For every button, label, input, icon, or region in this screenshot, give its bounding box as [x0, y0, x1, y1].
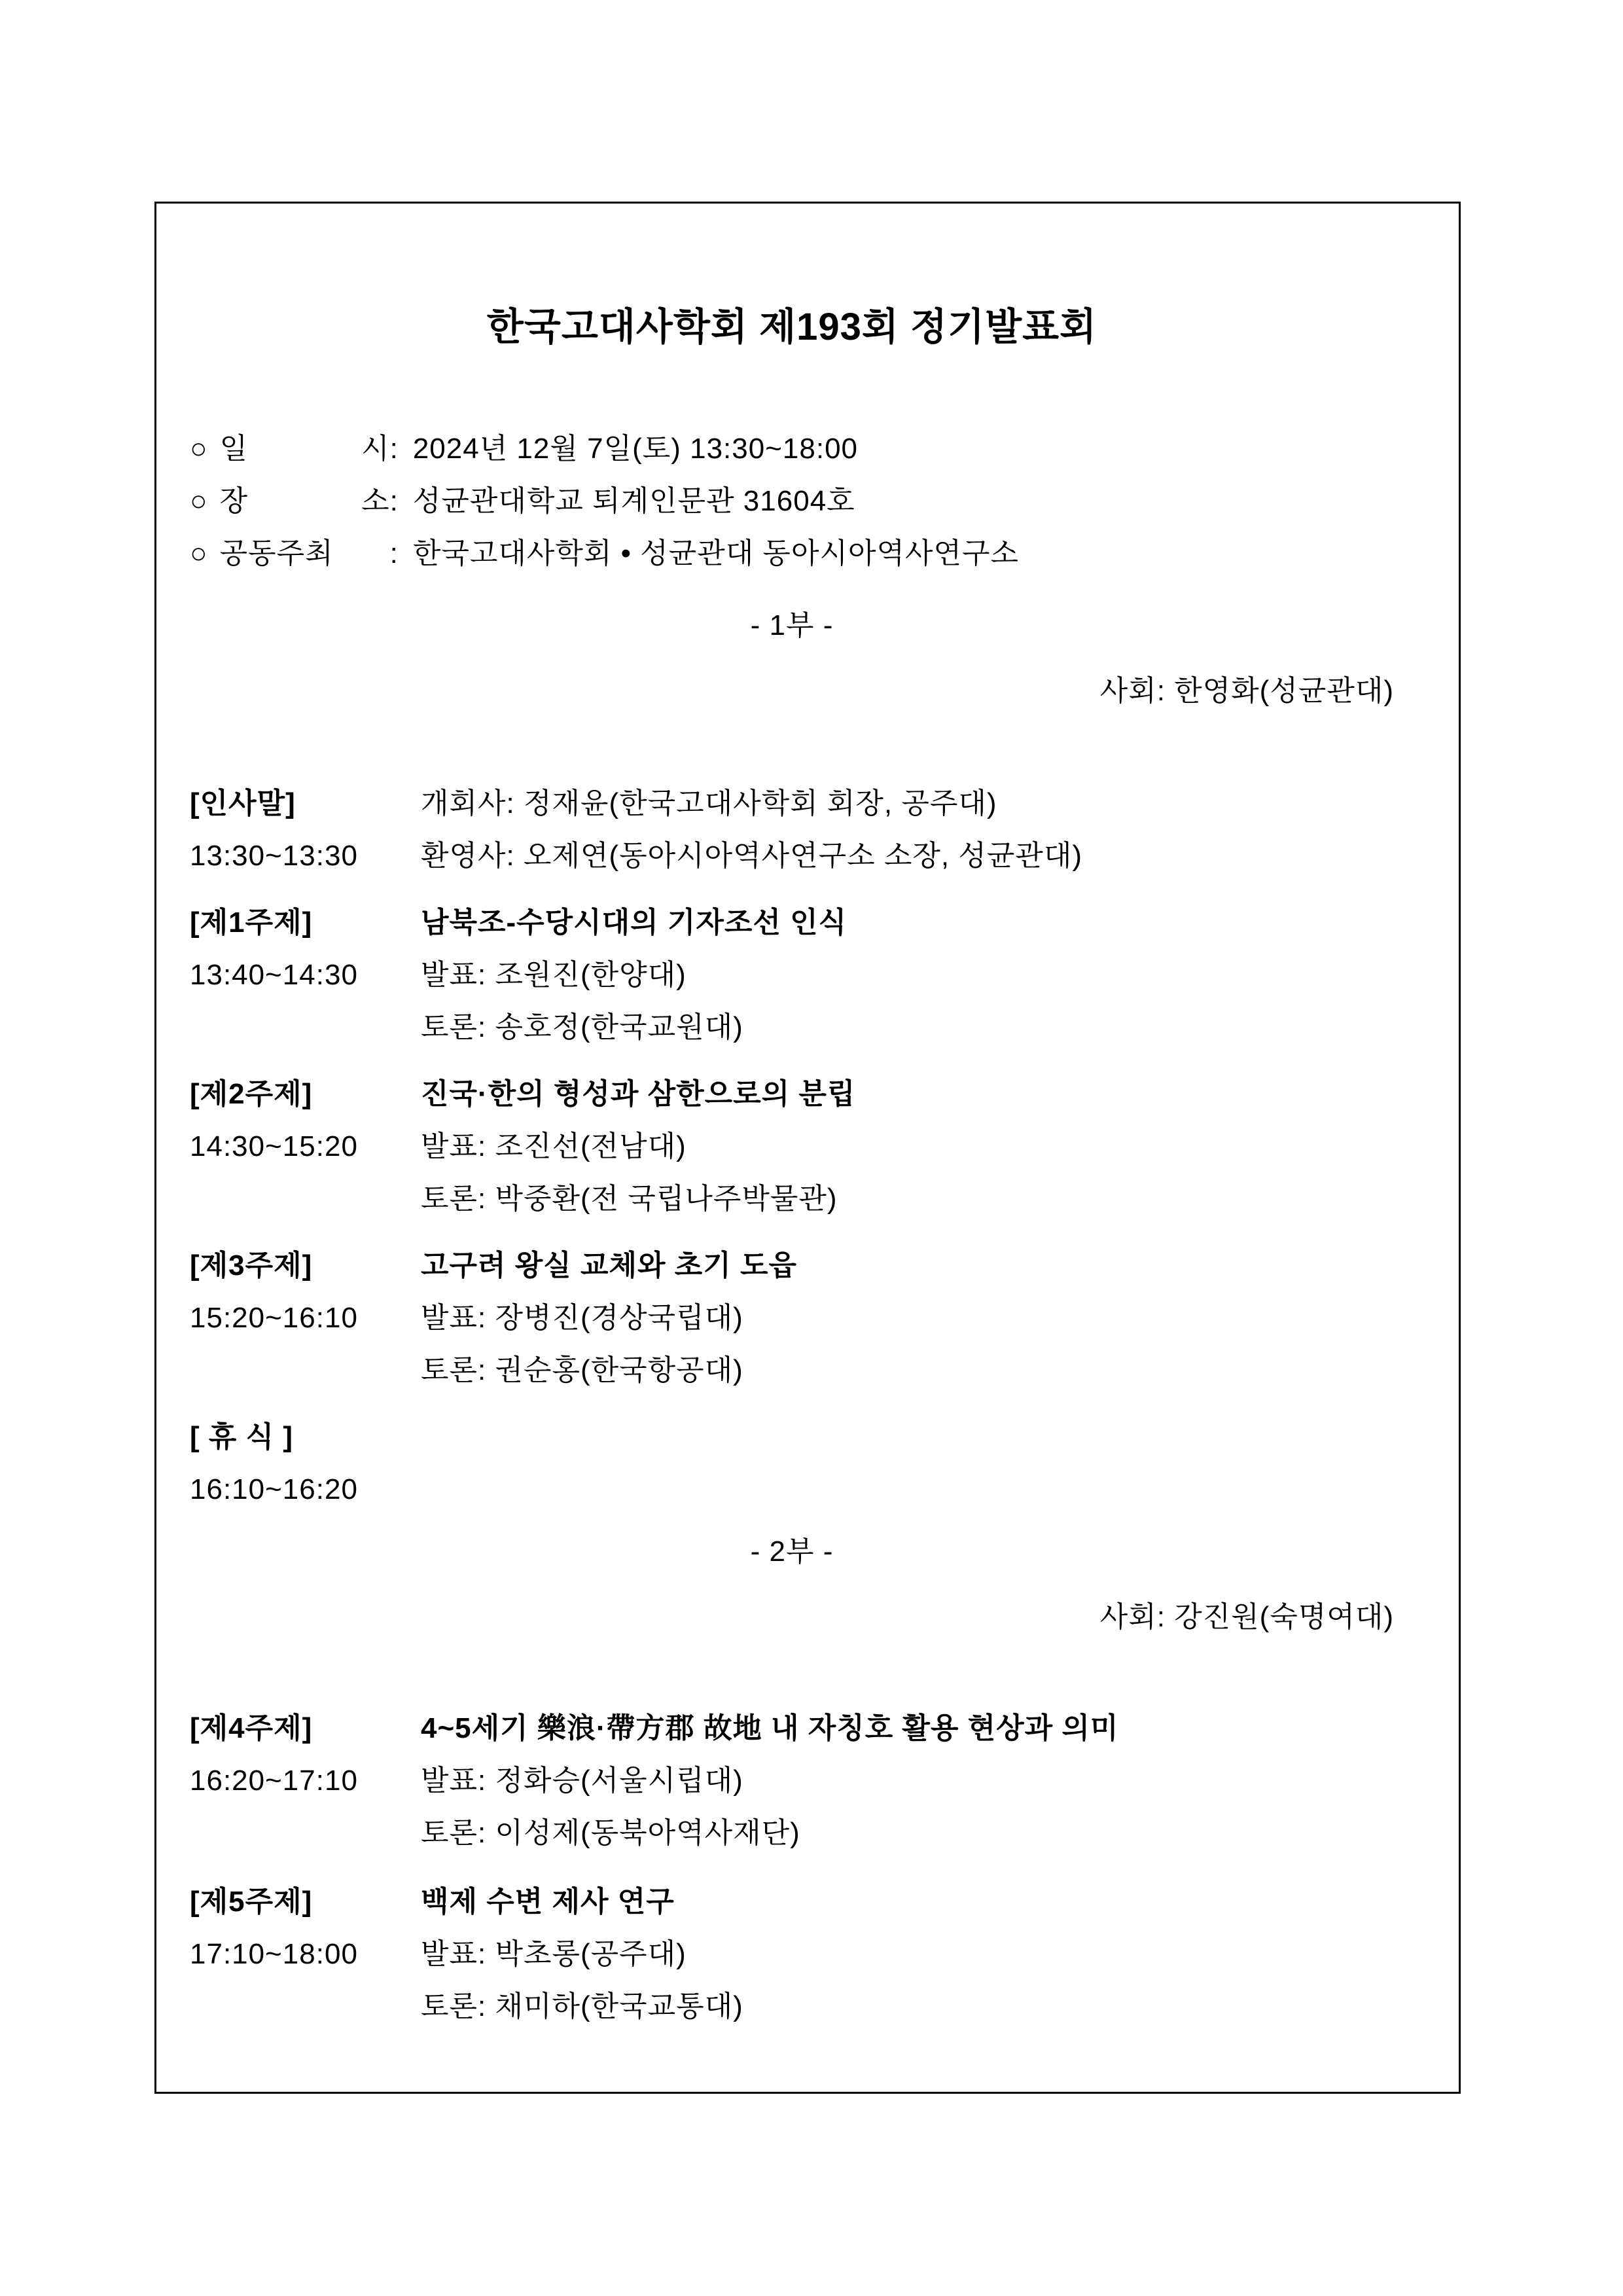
- info-label-end: 시: [361, 433, 390, 465]
- part1-moderator: 사회: 한영화(성균관대): [1099, 675, 1394, 707]
- session-topic: 남북조-수당시대의 기자조선 인식: [421, 906, 847, 939]
- circle-bullet-icon: ○: [190, 537, 208, 569]
- session-time: 14:30~15:20: [190, 1130, 358, 1162]
- info-label-end: 소: [361, 485, 390, 517]
- session-time: 16:20~17:10: [190, 1765, 358, 1797]
- session-time: 17:10~18:00: [190, 1938, 358, 1970]
- info-label-start: 일: [219, 433, 249, 465]
- info-label: [220, 423, 390, 475]
- page-title: 한국고대사학회 제193회 정기발표회: [486, 306, 1097, 348]
- info-colon: :: [389, 537, 399, 569]
- session-topic-row: [190, 1068, 1394, 1121]
- opening-block: [190, 778, 1394, 882]
- session-block-3: [190, 1240, 1394, 1397]
- session-topic-row: [190, 1240, 1394, 1292]
- part2-moderator: 사회: 강진원(숙명여대): [1099, 1601, 1394, 1633]
- info-colon: :: [389, 485, 399, 517]
- discussant-line: 토론: 이성제(동북아역사재단): [421, 1817, 800, 1849]
- session-label: [제3주제]: [190, 1249, 313, 1282]
- info-colon: :: [389, 433, 399, 465]
- session-topic-row: [190, 1702, 1394, 1755]
- info-label: [220, 528, 390, 580]
- info-item-hosts: [190, 528, 1394, 580]
- discussant-line: 토론: 송호정(한국교원대): [421, 1011, 743, 1043]
- presenter-line: 발표: 정화승(서울시립대): [421, 1765, 743, 1797]
- session-discussant-row: [190, 1173, 1394, 1225]
- session-presenter-row: [190, 1928, 1394, 1981]
- break-label: [ 휴 식 ]: [190, 1421, 293, 1453]
- info-label-start: 공동주최: [219, 537, 334, 569]
- discussant-line: 토론: 권순홍(한국항공대): [421, 1354, 743, 1386]
- info-value: 2024년 12월 7일(토) 13:30~18:00: [412, 433, 859, 465]
- session-label: [제2주제]: [190, 1078, 313, 1110]
- session-presenter-row: [190, 1755, 1394, 1807]
- info-item-datetime: [190, 423, 1394, 475]
- opening-label: [인사말]: [190, 787, 296, 819]
- program-content: [156, 301, 1459, 2033]
- session-time: 15:20~16:10: [190, 1302, 358, 1334]
- session-label: [제4주제]: [190, 1712, 313, 1744]
- info-label-start: 장: [219, 485, 249, 517]
- session-time: 13:40~14:30: [190, 959, 358, 991]
- presenter-line: 발표: 조진선(전남대): [421, 1130, 687, 1162]
- session-block-1: [190, 897, 1394, 1054]
- session-label: [제1주제]: [190, 906, 313, 939]
- info-label: [220, 475, 390, 528]
- program-frame: [154, 202, 1461, 2094]
- session-discussant-row: [190, 1807, 1394, 1859]
- session-time-spacer: [190, 1344, 421, 1397]
- opening-row-1: [190, 778, 1394, 830]
- info-block: [190, 423, 1394, 580]
- presenter-line: 발표: 박초롱(공주대): [421, 1938, 687, 1970]
- circle-bullet-icon: ○: [190, 433, 208, 465]
- session-topic-row: [190, 1876, 1394, 1928]
- session-time-spacer: [190, 1981, 421, 2033]
- info-item-venue: [190, 475, 1394, 528]
- discussant-line: 토론: 박중환(전 국립나주박물관): [421, 1183, 838, 1215]
- discussant-line: 토론: 채미하(한국교통대): [421, 1990, 743, 2022]
- opening-row-2: [190, 830, 1394, 882]
- session-discussant-row: [190, 1344, 1394, 1397]
- session-topic: 고구려 왕실 교체와 초기 도읍: [421, 1249, 797, 1282]
- opening-line-1: 개회사: 정재윤(한국고대사학회 회장, 공주대): [421, 787, 997, 819]
- session-time-spacer: [190, 1173, 421, 1225]
- part1-heading: - 1부 -: [750, 609, 834, 641]
- session-label: [제5주제]: [190, 1886, 313, 1918]
- session-topic: 진국·한의 형성과 삼한으로의 분립: [421, 1078, 856, 1110]
- break-time: 16:10~16:20: [190, 1473, 358, 1505]
- session-block-4: [190, 1702, 1394, 1859]
- session-discussant-row: [190, 1001, 1394, 1054]
- presenter-line: 발표: 조원진(한양대): [421, 959, 687, 991]
- circle-bullet-icon: ○: [190, 485, 208, 517]
- part2-heading: - 2부 -: [750, 1535, 834, 1568]
- info-value: 성균관대학교 퇴계인문관 31604호: [412, 485, 855, 517]
- session-block-5: [190, 1876, 1394, 2033]
- presenter-line: 발표: 장병진(경상국립대): [421, 1302, 743, 1334]
- session-time-spacer: [190, 1001, 421, 1054]
- session-topic-row: [190, 897, 1394, 949]
- info-value: 한국고대사학회 • 성균관대 동아시아역사연구소: [412, 537, 1019, 569]
- opening-time: 13:30~13:30: [190, 840, 358, 872]
- session-presenter-row: [190, 1292, 1394, 1344]
- session-topic: 백제 수변 제사 연구: [421, 1886, 675, 1918]
- session-time-spacer: [190, 1807, 421, 1859]
- break-block: [190, 1411, 1394, 1516]
- session-presenter-row: [190, 949, 1394, 1001]
- session-discussant-row: [190, 1981, 1394, 2033]
- session-presenter-row: [190, 1121, 1394, 1173]
- session-block-2: [190, 1068, 1394, 1225]
- opening-line-2: 환영사: 오제연(동아시아역사연구소 소장, 성균관대): [421, 840, 1083, 872]
- session-topic: 4~5세기 樂浪·帶方郡 故地 내 자칭호 활용 현상과 의미: [421, 1712, 1119, 1744]
